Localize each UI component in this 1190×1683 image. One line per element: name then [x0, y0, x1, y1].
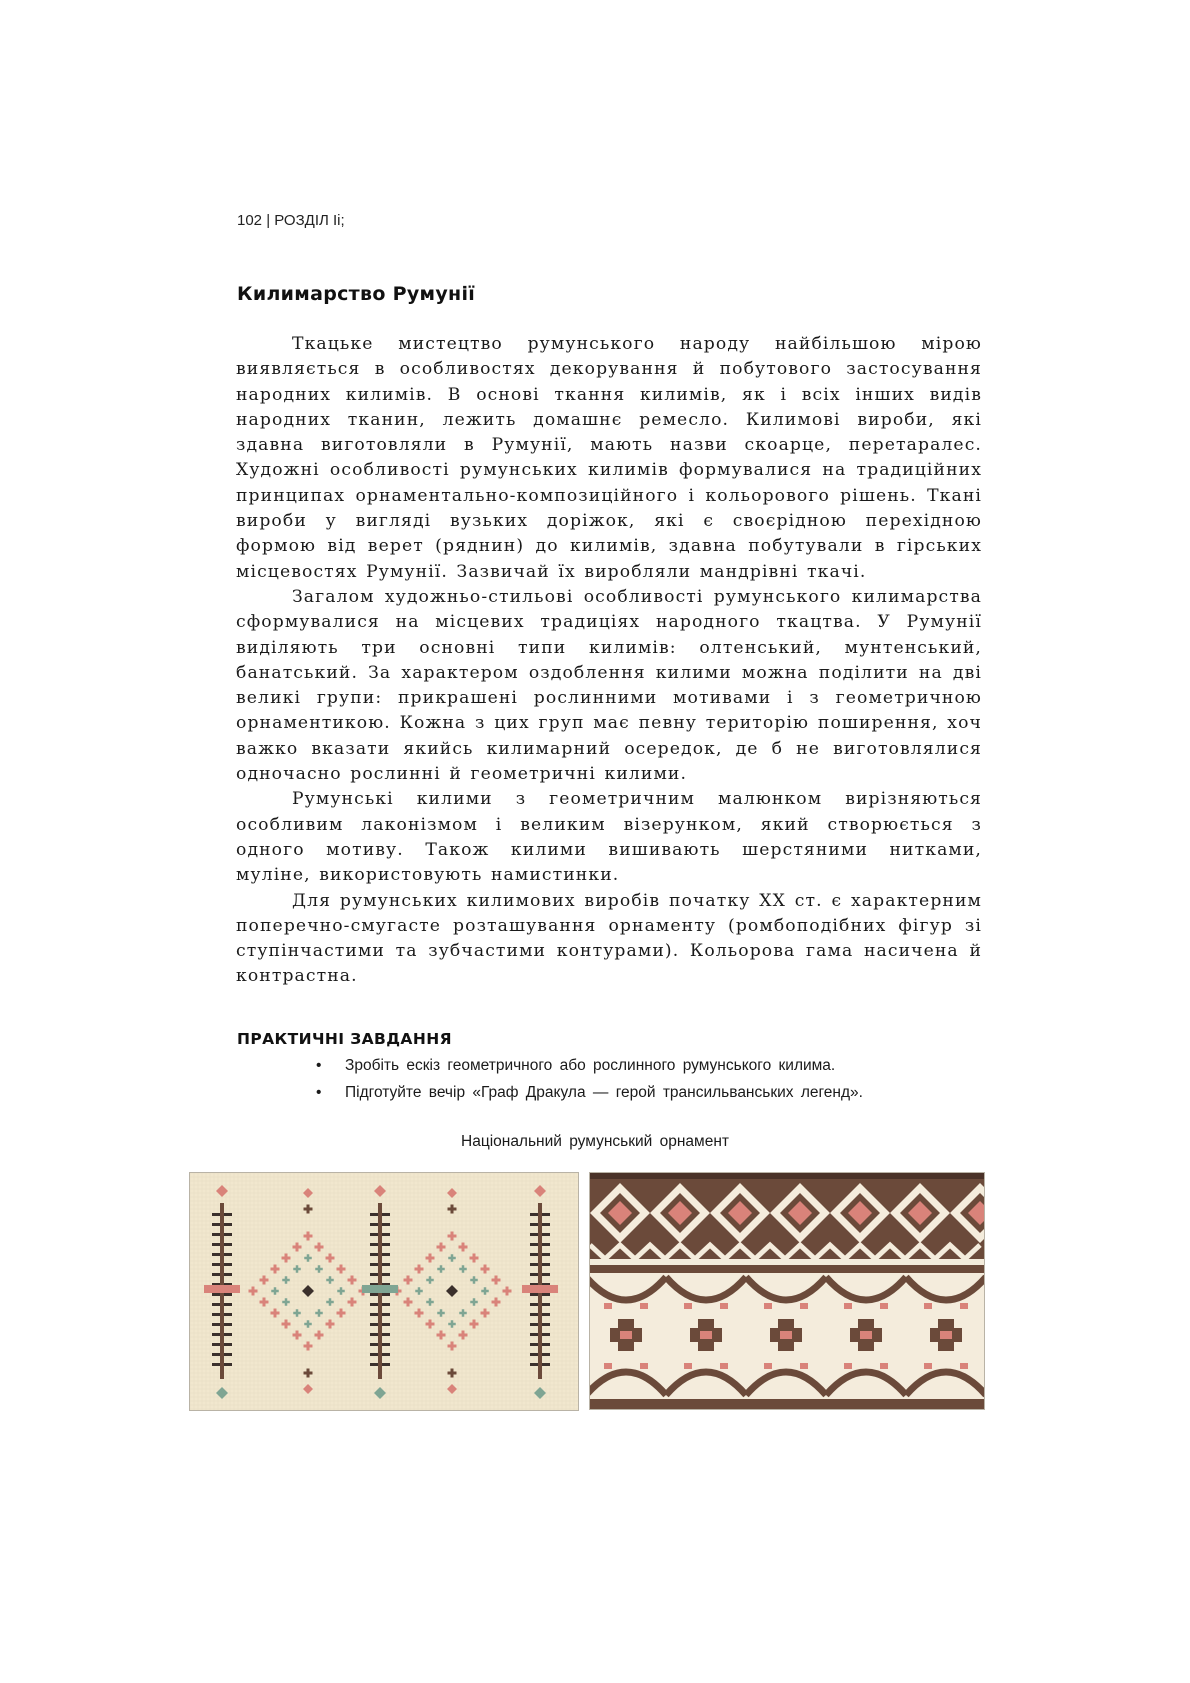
practical-tasks-title: ПРАКТИЧНІ ЗАВДАННЯ: [237, 1030, 452, 1048]
practical-tasks-list: [316, 1052, 863, 1106]
section-title: Килимарство Румунії: [237, 283, 476, 305]
ornament-left-svg: [190, 1173, 578, 1410]
paragraph-2: Загалом художньо-стильові особливості румунського килимарства сформувалися на місцевих традиціях народного ткацтва. У Румунії виділяють три основні типи килимів: олтенський, мунтенський, банатський. За характером оздоблення килими можна поділити на дві великі групи: прикрашені рослинними мотивами і з геометричною орнаментикою. Кожна з цих груп має певну територію поширення, хоч важко вказати якийсь килимарний осередок, де б не виготовлялися одночасно рослинні й геометричні килими.: [236, 586, 982, 785]
paragraph-1: Ткацьке мистецтво румунського народу найбільшою мірою виявляється в особливостях декорування й побутового застосування народних килимів. В основі ткання килимів, як і всіх інших видів народних тканин, лежить домашнє ремесло. Килимові вироби, які здавна виготовляли в Румунії, мають назви скоарце, перетаралес. Художні особливості румунських килимів формувалися на традиційних принципах орнаментально-композиційного і кольорового рішень. Ткані вироби у вигляді вузьких доріжок, які є своєрідною перехідною формою від верет (ряднин) до килимів, здавна побутували в гірських місцевостях Румунії. Зазвичай їх виробляли мандрівні ткачі.: [236, 334, 982, 582]
task-item: • Підготуйте вечір «Граф Дракула — герой трансильванських легенд».: [316, 1079, 863, 1106]
figure-caption-text: Національний румунський орнамент: [461, 1133, 729, 1150]
body-text: [236, 332, 982, 990]
ornament-right-svg: [590, 1173, 984, 1409]
paragraph-3: Румунські килими з геометричним малюнком вирізняються особливим лаконізмом і великим візерунком, який створюється з одного мотиву. Також килими вишивають шерстяними нитками, муліне, використовують намистинки.: [236, 789, 982, 886]
figure-caption: [0, 1133, 1190, 1151]
running-head: 102 | РОЗДІЛ Ii;: [237, 212, 345, 229]
ornament-image-geometric: [189, 1172, 579, 1411]
paragraph-4: Для румунських килимових виробів початку XX ст. є характерним поперечно-смугасте розташування орнаменту (ромбоподібних фігур зі ступінчастими та зубчастими контурами). Кольорова гама насичена й контрастна.: [236, 890, 982, 987]
task-item: • Зробіть ескіз геометричного або рослинного румунського килима.: [316, 1052, 863, 1079]
ornament-image-band: [589, 1172, 985, 1410]
